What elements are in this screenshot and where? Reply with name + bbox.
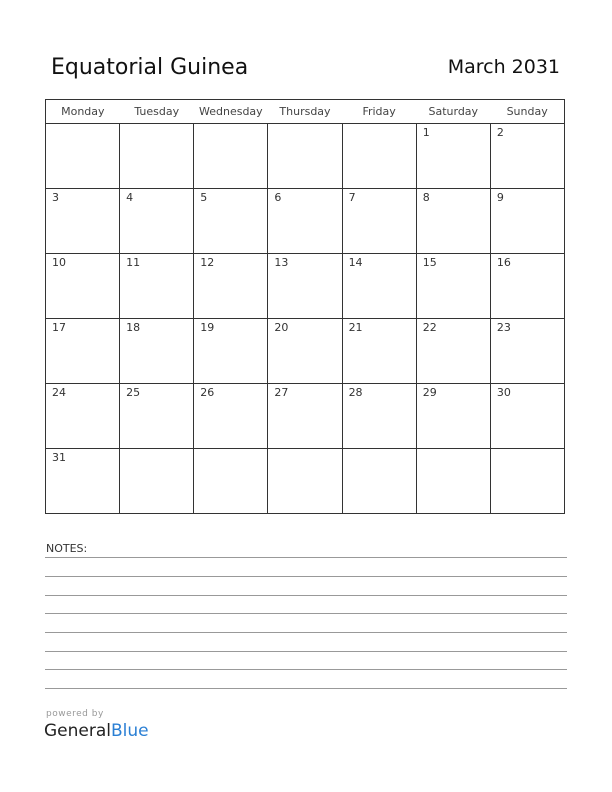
day-cell	[120, 189, 194, 254]
brand-blue: Blue	[111, 721, 149, 741]
notes-label: NOTES:	[46, 542, 88, 555]
day-cell	[416, 384, 490, 449]
day-number	[268, 449, 341, 451]
day-cell	[490, 384, 564, 449]
brand-logo	[44, 721, 149, 741]
day-cell	[120, 124, 194, 189]
day-number	[120, 449, 193, 451]
day-cell	[490, 254, 564, 319]
day-number: 1	[422, 126, 430, 139]
day-number: 5	[200, 191, 208, 204]
day-number: 12	[200, 256, 215, 269]
weekday-header-row	[46, 100, 565, 124]
day-cell	[490, 189, 564, 254]
day-cell	[342, 254, 416, 319]
day-cell	[342, 384, 416, 449]
powered-by-text: powered by	[46, 709, 104, 719]
calendar-grid	[45, 99, 565, 514]
week-row	[46, 124, 565, 189]
day-cell	[416, 319, 490, 384]
day-cell	[342, 319, 416, 384]
weekday-saturday: Saturday	[416, 100, 490, 124]
day-number: 10	[52, 256, 66, 269]
note-line	[45, 595, 567, 596]
day-cell	[490, 319, 564, 384]
day-cell	[46, 449, 120, 514]
day-number: 23	[496, 321, 511, 334]
day-number: 2	[496, 126, 504, 139]
day-cell	[194, 124, 268, 189]
note-line	[45, 557, 567, 558]
day-cell	[120, 319, 194, 384]
day-number: 15	[422, 256, 437, 269]
day-cell	[194, 319, 268, 384]
day-number	[46, 124, 119, 126]
brand-general: General	[44, 721, 111, 741]
day-cell	[416, 189, 490, 254]
day-cell	[490, 449, 564, 514]
note-line	[45, 688, 567, 689]
note-line	[45, 632, 567, 633]
day-number: 4	[126, 191, 134, 204]
day-number: 31	[52, 451, 66, 464]
weekday-monday: Monday	[46, 100, 120, 124]
week-row	[46, 449, 565, 514]
day-number: 30	[496, 386, 511, 399]
day-number	[268, 124, 341, 126]
day-cell	[120, 449, 194, 514]
weekday-friday: Friday	[342, 100, 416, 124]
day-cell	[46, 124, 120, 189]
day-number	[343, 449, 416, 451]
day-number: 26	[200, 386, 215, 399]
day-number: 7	[348, 191, 356, 204]
day-cell	[416, 124, 490, 189]
day-cell	[490, 124, 564, 189]
day-number	[194, 124, 267, 126]
weekday-sunday: Sunday	[490, 100, 564, 124]
day-cell	[268, 319, 342, 384]
day-cell	[416, 449, 490, 514]
weekday-thursday: Thursday	[268, 100, 342, 124]
day-number: 25	[126, 386, 141, 399]
day-cell	[342, 449, 416, 514]
day-cell	[46, 189, 120, 254]
day-cell	[342, 124, 416, 189]
day-cell	[194, 449, 268, 514]
week-row	[46, 384, 565, 449]
day-number	[120, 124, 193, 126]
day-number	[194, 449, 267, 451]
day-number: 22	[422, 321, 437, 334]
note-line	[45, 669, 567, 670]
day-cell	[342, 189, 416, 254]
day-number: 6	[274, 191, 282, 204]
day-number: 24	[52, 386, 66, 399]
day-number: 8	[422, 191, 430, 204]
day-cell	[120, 254, 194, 319]
note-line	[45, 613, 567, 614]
day-number: 13	[274, 256, 289, 269]
day-cell	[416, 254, 490, 319]
note-line	[45, 651, 567, 652]
day-number: 14	[348, 256, 363, 269]
day-number: 3	[52, 191, 59, 204]
day-cell	[120, 384, 194, 449]
weekday-wednesday: Wednesday	[194, 100, 268, 124]
day-number: 21	[348, 321, 363, 334]
day-number: 18	[126, 321, 141, 334]
day-cell	[46, 384, 120, 449]
day-number	[491, 449, 564, 451]
note-line	[45, 576, 567, 577]
month-title: March 2031	[447, 56, 560, 78]
day-cell	[194, 254, 268, 319]
day-number: 28	[348, 386, 363, 399]
day-cell	[46, 254, 120, 319]
day-number	[343, 124, 416, 126]
day-number	[417, 449, 490, 451]
weekday-tuesday: Tuesday	[120, 100, 194, 124]
country-title: Equatorial Guinea	[51, 55, 249, 80]
day-number: 20	[274, 321, 289, 334]
day-cell	[268, 384, 342, 449]
day-number: 29	[422, 386, 437, 399]
day-cell	[194, 189, 268, 254]
week-row	[46, 319, 565, 384]
day-cell	[268, 254, 342, 319]
day-cell	[268, 124, 342, 189]
day-cell	[46, 319, 120, 384]
week-row	[46, 189, 565, 254]
day-number: 16	[496, 256, 511, 269]
day-number: 19	[200, 321, 215, 334]
day-number: 9	[496, 191, 504, 204]
day-cell	[194, 384, 268, 449]
day-number: 27	[274, 386, 289, 399]
day-cell	[268, 189, 342, 254]
week-row	[46, 254, 565, 319]
day-number: 17	[52, 321, 66, 334]
day-number: 11	[126, 256, 141, 269]
day-cell	[268, 449, 342, 514]
